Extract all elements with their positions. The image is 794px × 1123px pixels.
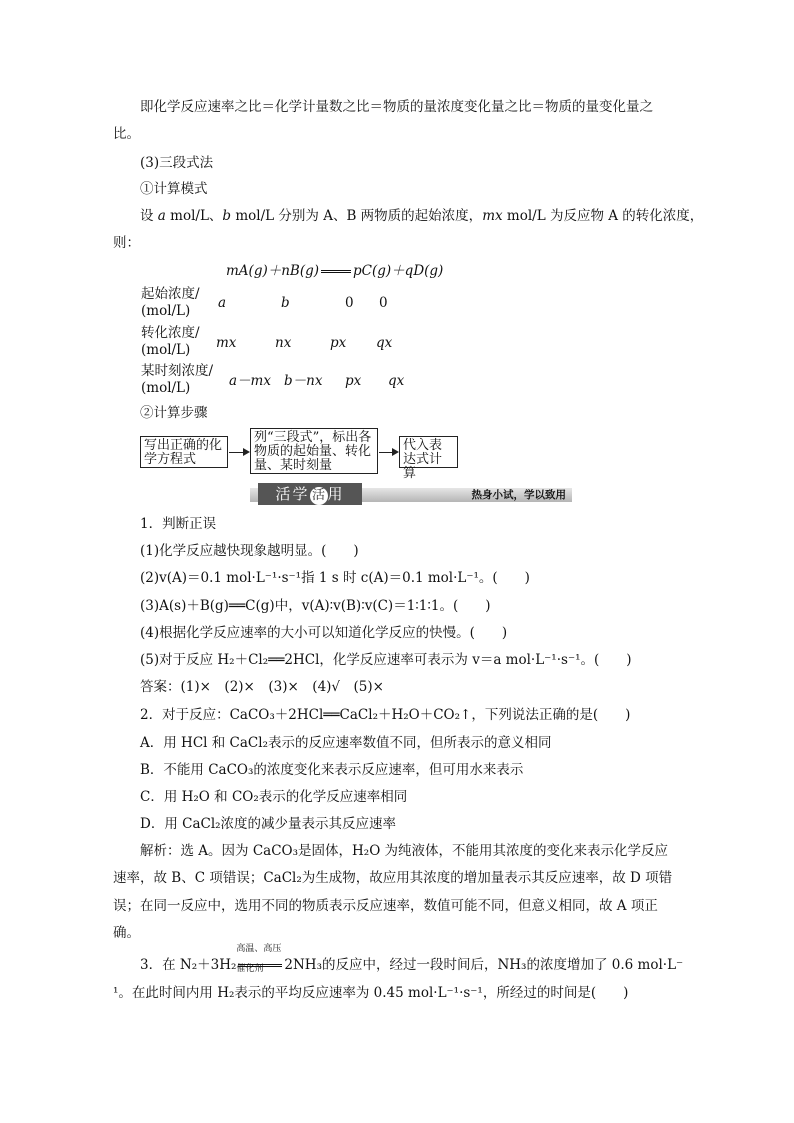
section-heading-three-step: (3)三段式法 [140, 155, 214, 171]
question-1-item: (4)根据化学反应速率的大小可以知道化学反应的快慢。( ) [140, 625, 508, 641]
row-label-converted: 转化浓度/ (mol/L) [141, 325, 200, 358]
flow-step-write-equation: 写出正确的化学方程式 [140, 436, 228, 468]
question-3-stem-end: ¹。在此时间内用 H₂表示的平均反应速率为 0.45 mol·L⁻¹·s⁻¹，所经过的时间是( ) [113, 985, 629, 1001]
question-1-item: (2)v(A)＝0.1 mol·L⁻¹·s⁻¹指 1 s 时 c(A)＝0.1 mol·L⁻¹。( ) [140, 570, 530, 586]
cell-converted-d: qx [376, 335, 393, 351]
cell-converted-c: px [330, 335, 347, 351]
question-1-item: (3)A(s)＋B(g)══C(g)中，v(A)∶v(B)∶v(C)＝1∶1∶1。( ) [140, 598, 491, 614]
subheading-calc-steps: ②计算步骤 [140, 405, 208, 421]
paragraph-setup-end: 则： [113, 235, 140, 251]
question-2-explanation: 速率，故 B、C 项错误；CaCl₂为生成物，故应用其浓度的增加量表示其反应速率，故 D 项错 [113, 870, 673, 886]
reaction-condition: 高温、高压 催化剂 [236, 944, 282, 974]
question-2-explanation: 解析：选 A。因为 CaCO₃是固体，H₂O 为纯液体，不能用其浓度的变化来表示化学反应 [140, 843, 669, 859]
question-2-stem: 2．对于反应：CaCO₃＋2HCl══CaCl₂＋H₂O＋CO₂↑，下列说法正确的是( ) [140, 707, 631, 723]
banner-tag: 活学 活 用 [258, 483, 362, 505]
paragraph-setup: 设 a mol/L、b mol/L 分别为 A、B 两物质的起始浓度，mx mol/L 为反应物 A 的转化浓度， [140, 208, 704, 224]
question-1-answer: 答案：(1)× (2)× (3)× (4)√ (5)× [140, 679, 384, 695]
banner-subtitle: 热身小试，学以致用 [471, 489, 566, 501]
cell-initial-d: 0 [379, 295, 388, 311]
paragraph-rate-ratio: 即化学反应速率之比＝化学计量数之比＝物质的量浓度变化量之比＝物质的量变化量之 [140, 99, 653, 115]
flow-step-substitute: 代入表达式计算 [399, 436, 458, 468]
question-2-option-d: D．用 CaCl₂浓度的减少量表示其反应速率 [140, 816, 397, 832]
subheading-calc-mode: ①计算模式 [140, 181, 208, 197]
paragraph-rate-ratio-end: 比。 [113, 126, 140, 142]
question-2-option-c: C．用 H₂O 和 CO₂表示的化学反应速率相同 [140, 789, 408, 805]
question-3-stem: 3．在 N₂＋3H₂ 高温、高压 催化剂 2NH₃的反应中，经过一段时间后，NH₃的浓度增加了 0.6 mol·L⁻ [140, 944, 684, 974]
row-label-initial: 起始浓度/ (mol/L) [141, 286, 200, 319]
cell-moment-a: a－mx [229, 373, 271, 389]
cell-initial-b: b [281, 295, 290, 311]
question-1-item: (5)对于反应 H₂＋Cl₂══2HCl，化学反应速率可表示为 v＝a mol·L⁻¹·s⁻¹。( ) [140, 652, 632, 668]
equals-sign [321, 270, 351, 273]
cell-moment-b: b－nx [284, 373, 323, 389]
cell-initial-c: 0 [345, 295, 354, 311]
question-1-item: (1)化学反应越快现象越明显。( ) [140, 543, 359, 559]
cell-moment-c: px [345, 373, 362, 389]
cell-moment-d: qx [388, 373, 405, 389]
cell-initial-a: a [218, 295, 227, 311]
flow-step-three-line: 列“三段式”，标出各物质的起始量、转化量、某时刻量 [250, 428, 378, 474]
question-2-explanation: 误；在同一反应中，选用不同的物质表示反应速率，数值可能不同，但意义相同，故 A 项正 [113, 898, 658, 914]
flow-arrow-2 [379, 452, 397, 453]
question-1-heading: 1．判断正误 [140, 516, 217, 532]
reaction-equation: mA(g)＋nB(g) pC(g)＋qD(g) [226, 263, 444, 279]
flow-arrow-1 [229, 452, 248, 453]
question-2-explanation: 确。 [113, 925, 140, 941]
row-label-moment: 某时刻浓度/ (mol/L) [141, 363, 214, 396]
cell-converted-a: mx [216, 335, 237, 351]
question-2-option-a: A．用 HCl 和 CaCl₂表示的反应速率数值不同，但所表示的意义相同 [140, 735, 552, 751]
practice-banner [250, 483, 572, 505]
question-2-option-b: B．不能用 CaCO₃的浓度变化来表示反应速率，但可用水来表示 [140, 762, 524, 778]
cell-converted-b: nx [275, 335, 292, 351]
